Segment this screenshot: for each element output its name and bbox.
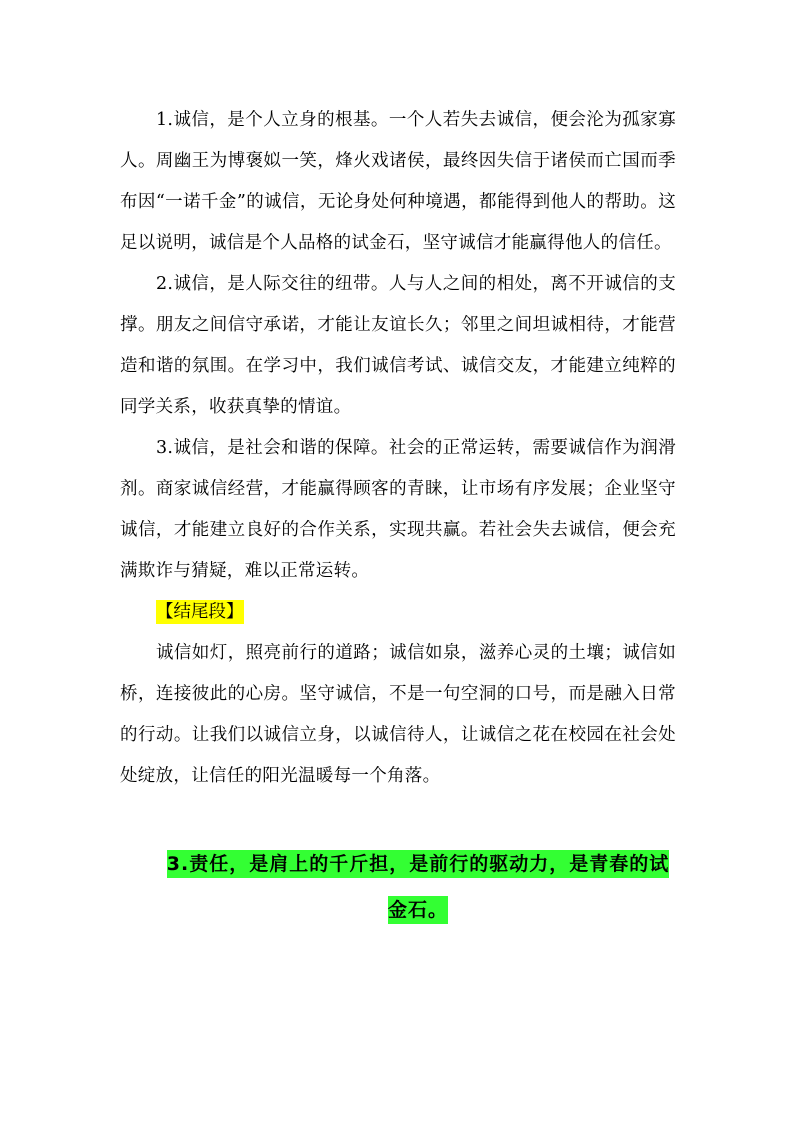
ending-section-tag [120, 592, 676, 633]
section-heading [120, 841, 676, 933]
section-heading-text: 3.责任，是肩上的千斤担，是前行的驱动力，是青春的试金石。 [167, 850, 669, 924]
document-page [120, 100, 676, 933]
paragraph-1: 1.诚信，是个人立身的根基。一个人若失去诚信，便会沦为孤家寡人。周幽王为博褒姒一笑，烽火戏诸侯，最终因失信于诸侯而亡国而季布因“一诺千金”的诚信，无论身处何种境遇，都能得到他人的帮助。这足以说明，诚信是个人品格的试金石，坚守诚信才能赢得他人的信任。 [120, 110, 676, 253]
ending-paragraph: 诚信如灯，照亮前行的道路；诚信如泉，滋养心灵的土壤；诚信如桥，连接彼此的心房。坚守诚信，不是一句空洞的口号，而是融入日常的行动。让我们以诚信立身，以诚信待人，让诚信之花在校园在社会处处绽放，让信任的阳光温暖每一个角落。 [120, 643, 676, 786]
paragraph-3: 3.诚信，是社会和谐的保障。社会的正常运转，需要诚信作为润滑剂。商家诚信经营，才能赢得顾客的青睐，让市场有序发展；企业坚守诚信，才能建立良好的合作关系，实现共赢。若社会失去诚信，便会充满欺诈与猜疑，难以正常运转。 [120, 438, 676, 581]
paragraph-2: 2.诚信，是人际交往的纽带。人与人之间的相处，离不开诚信的支撑。朋友之间信守承诺，才能让友谊长久；邻里之间坦诚相待，才能营造和谐的氛围。在学习中，我们诚信考试、诚信交友，才能建立纯粹的同学关系，收获真挚的情谊。 [120, 274, 676, 417]
ending-tag-label: 【结尾段】 [156, 602, 244, 622]
